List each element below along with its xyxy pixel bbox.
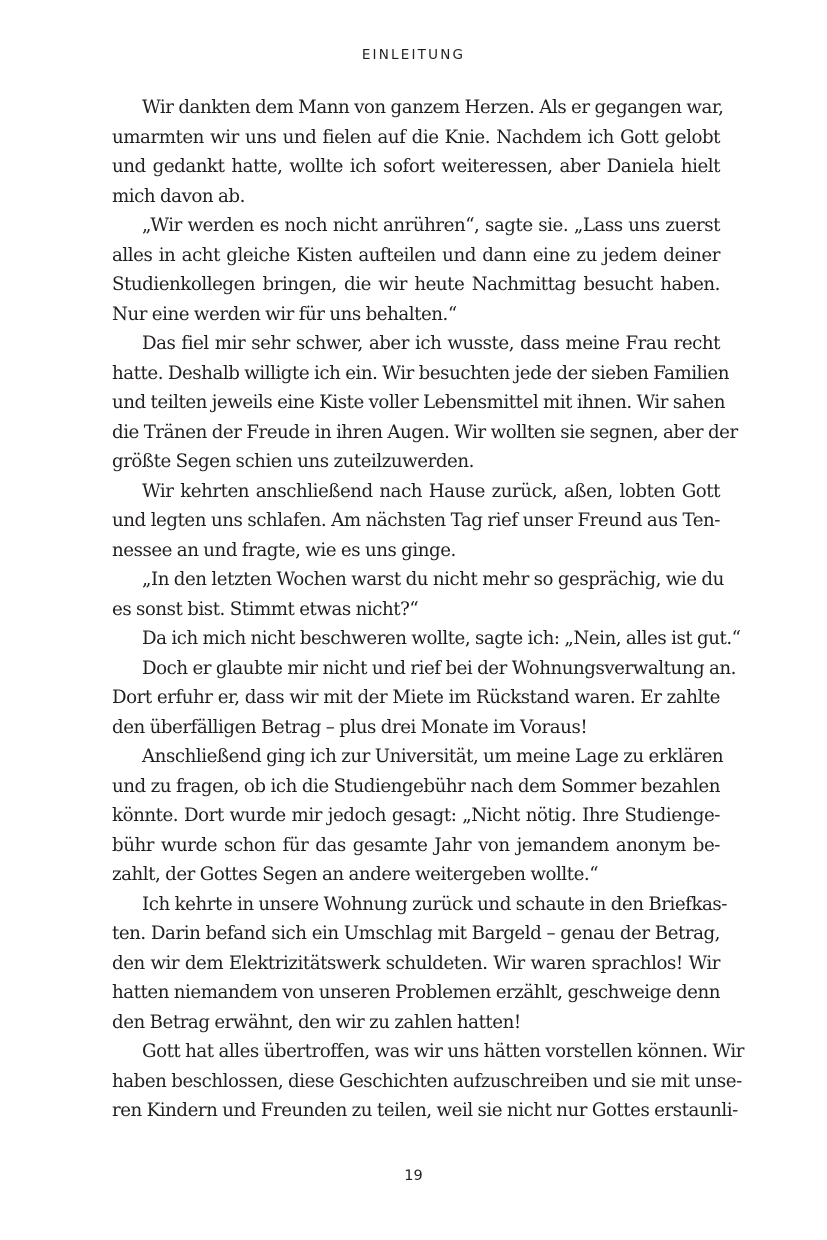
text-line: ten. Darin befand sich ein Umschlag mit Bargeld – genau der Betrag, (112, 923, 720, 944)
paragraph (112, 477, 720, 566)
text-line: und zu fragen, ob ich die Studiengebühr nach dem Sommer bezahlen (112, 775, 720, 797)
text-line: Studienkollegen bringen, die wir heute Nachmittag besucht haben. (112, 274, 720, 295)
text-line: Doch er glaubte mir nicht und rief bei der Wohnungsverwaltung an. (142, 657, 736, 679)
paragraph (112, 624, 741, 654)
text-line: Anschließend ging ich zur Universität, um meine Lage zu erklären (142, 746, 724, 767)
text-line: mich davon ab. (112, 185, 245, 207)
text-line: und teilten jeweils eine Kiste voller Lebensmittel mit ihnen. Wir sahen (112, 392, 725, 413)
text-line: zahlt, der Gottes Segen an andere weitergeben wollte.“ (112, 864, 599, 885)
text-line: nessee an und fragte, wie es uns ginge. (112, 539, 456, 561)
text-line: Das fiel mir sehr schwer, aber ich wusste, dass meine Frau recht (142, 333, 720, 354)
text-line: Gott hat alles übertroffen, was wir uns hätten vorstellen können. Wir (142, 1041, 744, 1062)
paragraph (112, 890, 727, 1038)
text-line: die Tränen der Freude in ihren Augen. Wir wollten sie segnen, aber der (112, 421, 738, 443)
text-line: „In den letzten Wochen warst du nicht mehr so gesprächig, wie du (142, 569, 724, 590)
paragraph (112, 1037, 744, 1126)
text-line: hatten niemandem von unseren Problemen erzählt, geschweige denn (112, 982, 721, 1003)
page-number: 19 (404, 1168, 423, 1184)
text-line: haben beschlossen, diese Geschichten aufzuschreiben und sie mit unse- (112, 1070, 742, 1092)
text-line: Wir kehrten anschließend nach Hause zurück, aßen, lobten Gott (142, 480, 720, 502)
text-line: könnte. Dort wurde mir jedoch gesagt: „Nicht nötig. Ihre Studienge- (112, 805, 720, 826)
paragraph (112, 565, 724, 624)
text-line: es sonst bist. Stimmt etwas nicht?“ (112, 598, 419, 620)
text-line: den Betrag erwähnt, den wir zu zahlen hatten! (112, 1011, 521, 1033)
paragraph (112, 211, 720, 329)
text-line: „Wir werden es noch nicht anrühren“, sagte sie. „Lass uns zuerst (142, 215, 720, 236)
text-line: ren Kindern und Freunden zu teilen, weil sie nicht nur Gottes erstaunli- (112, 1100, 738, 1121)
text-line: Nur eine werden wir für uns behalten.“ (112, 303, 457, 325)
text-line: und legten uns schlafen. Am nächsten Tag rief unser Freund aus Ten- (112, 510, 720, 531)
text-line: den wir dem Elektrizitätswerk schuldeten. Wir waren sprachlos! Wir (112, 952, 720, 974)
text-line: Da ich mich nicht beschweren wollte, sagte ich: „Nein, alles ist gut.“ (142, 628, 741, 649)
text-line: Dort erfuhr er, dass wir mit der Miete im Rückstand waren. Er zahlte (112, 687, 720, 708)
text-line: bühr wurde schon für das gesamte Jahr von jemandem anonym be- (112, 834, 720, 856)
text-line: größte Segen schien uns zuteilzuwerden. (112, 451, 474, 472)
paragraph (112, 329, 738, 477)
text-line: Ich kehrte in unsere Wohnung zurück und schaute in den Briefkas- (142, 893, 727, 915)
text-line: den überfälligen Betrag – plus drei Monate im Voraus! (112, 716, 588, 738)
text-line: hatte. Deshalb willigte ich ein. Wir besuchten jede der sieben Familien (112, 362, 729, 384)
paragraph (112, 93, 724, 211)
text-line: umarmten wir uns und fielen auf die Knie. Nachdem ich Gott gelobt (112, 126, 720, 148)
text-line: und gedankt hatte, wollte ich sofort weiteressen, aber Daniela hielt (112, 156, 720, 177)
paragraph (112, 654, 736, 743)
paragraph (112, 742, 724, 890)
text-line: alles in acht gleiche Kisten aufteilen und dann eine zu jedem deiner (112, 244, 720, 266)
body-text (112, 93, 744, 1126)
text-line: Wir dankten dem Mann von ganzem Herzen. Als er gegangen war, (142, 97, 724, 118)
running-head: EINLEITUNG (361, 47, 466, 63)
